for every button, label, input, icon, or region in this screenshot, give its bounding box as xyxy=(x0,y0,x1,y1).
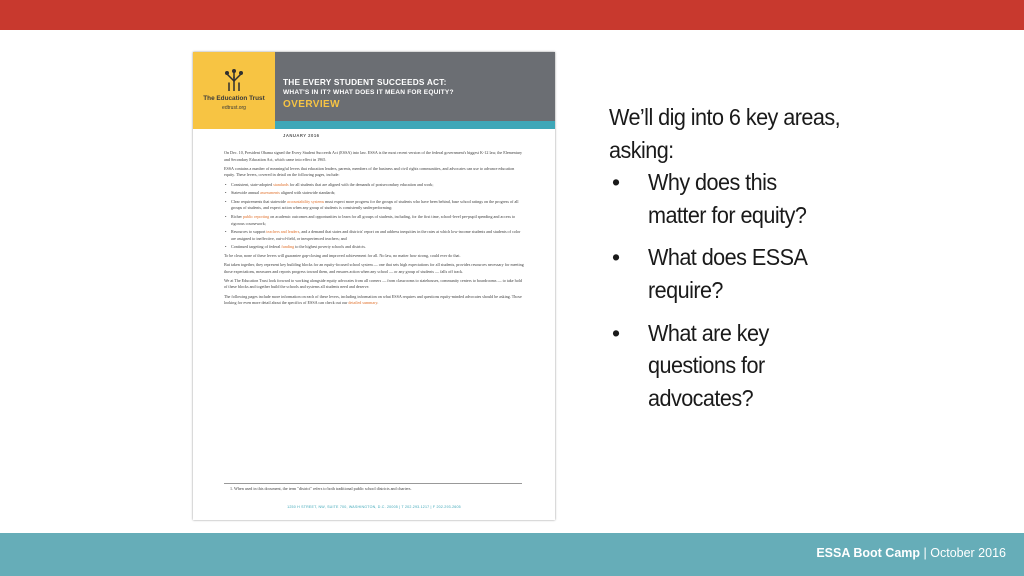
logo-name: The Education Trust xyxy=(203,95,265,102)
slide-content xyxy=(609,101,869,424)
document-paragraph: ESSA contains a number of meaningful levers that education leaders, parents, members of the business and civil rights communities, and advocates can use to advance education equity. These levers, covered in detail on the following pages, include: xyxy=(224,165,515,178)
slide-intro-text: We’ll dig into 6 key areas, asking: xyxy=(609,104,841,163)
question-text: • Why does this matter for equity? xyxy=(648,169,807,228)
document-paragraph: But taken together, they represent key building blocks for an equity-focused school system — one that sets high expectations for all students, provides resources necessary for meeting those expectations, measures and reports progress toward them, and ensures action when any school — or any group of students — falls off track. xyxy=(224,262,524,274)
list-item: • Continued targeting of federal funding to the highest poverty schools and districts. xyxy=(231,244,524,251)
assessments-link[interactable]: assessments xyxy=(260,190,280,196)
document-body xyxy=(224,150,524,309)
funding-link[interactable]: funding xyxy=(281,244,295,250)
document-address: 1250 H STREET, NW, SUITE 700, WASHINGTON, D.C. 20005 | T 202.293.1217 | F 202.293.2605 xyxy=(287,505,461,509)
standards-link[interactable]: standards xyxy=(273,181,289,187)
document-overview-label: OVERVIEW xyxy=(283,99,340,110)
question-list xyxy=(609,166,869,414)
document-paragraph: On Dec. 10, President Obama signed the Every Student Succeeds Act (ESSA) into law. ESSA is the most recent version of the federal government's biggest K-12 law, the Elementary and Secondary Education Act, which came into effect in 1965. xyxy=(224,150,523,162)
slide-footer xyxy=(816,546,1006,560)
list-item xyxy=(609,241,869,306)
top-accent-bar xyxy=(0,0,1024,30)
document-thumbnail xyxy=(193,52,555,520)
list-item: • Resources to support teachers and leaders, and a demand that states and districts' report on and address inequities in the rates at which low-income students and students of color are assigned to ineffective, out-of-field, or inexperienced teachers; and xyxy=(231,229,524,242)
document-title: THE EVERY STUDENT SUCCEEDS ACT: xyxy=(283,77,447,87)
list-item: • Statewide annual assessments aligned with statewide standards; xyxy=(231,190,524,197)
teachers-leaders-link[interactable]: teachers and leaders xyxy=(266,229,300,235)
question-text: • What does ESSA require? xyxy=(648,244,807,303)
detailed-summary-link[interactable]: detailed summary xyxy=(348,300,378,306)
document-paragraph: To be clear, none of these levers will guarantee gap-closing and improved achievement for all. No law, no matter how strong, could ever do that. xyxy=(224,252,461,258)
list-item: • Richer public reporting on academic outcomes and opportunities to learn for all groups of students, including, for the first time, school-level per-pupil spending and access to rigorous coursework; xyxy=(231,214,524,227)
footer-separator: | xyxy=(923,546,927,560)
education-trust-logo xyxy=(193,52,275,129)
document-paragraph: We at The Education Trust look forward to working alongside equity advocates from all corners — from classrooms to statehouses, community centers to boardrooms — to take hold of these blocks and together build the schools and systems all students need and deserve. xyxy=(224,277,522,290)
document-teal-stripe xyxy=(275,121,555,129)
footer-date: October 2016 xyxy=(930,546,1006,560)
document-header xyxy=(275,52,555,121)
footnote-divider xyxy=(224,483,522,484)
question-text: • What are key questions for advocates? xyxy=(648,319,769,411)
document-footnote: 1. When used in this document, the term "district" refers to both traditional public school districts and charters. xyxy=(230,486,412,491)
document-paragraph: The following pages include more information on each of these levers, including information on what ESSA requires and questions equity-minded advocates should be asking. Those looking for even more detail about the specifics of ESSA can check out our detailed summary. xyxy=(224,293,522,306)
document-subtitle: WHAT'S IN IT? WHAT DOES IT MEAN FOR EQUITY? xyxy=(283,89,454,96)
document-lever-list xyxy=(224,182,524,251)
tree-logo-icon xyxy=(221,69,247,91)
document-date: JANUARY 2016 xyxy=(283,133,320,138)
public-reporting-link[interactable]: public reporting xyxy=(242,213,270,219)
list-item xyxy=(609,317,869,415)
logo-url: edtrust.org xyxy=(222,105,246,111)
list-item: • Clear requirements that statewide accountability systems must expect more progress for the groups of students who have been behind, base school ratings on the progress of all groups of students, and expect action when any group of students is consistently underperforming; xyxy=(231,199,524,212)
accountability-link[interactable]: accountability systems xyxy=(286,198,325,204)
list-item xyxy=(609,166,869,231)
footer-event-name: ESSA Boot Camp xyxy=(816,546,921,560)
list-item: • Consistent, state-adopted standards for all students that are aligned with the demands of postsecondary education and work; xyxy=(231,182,524,189)
